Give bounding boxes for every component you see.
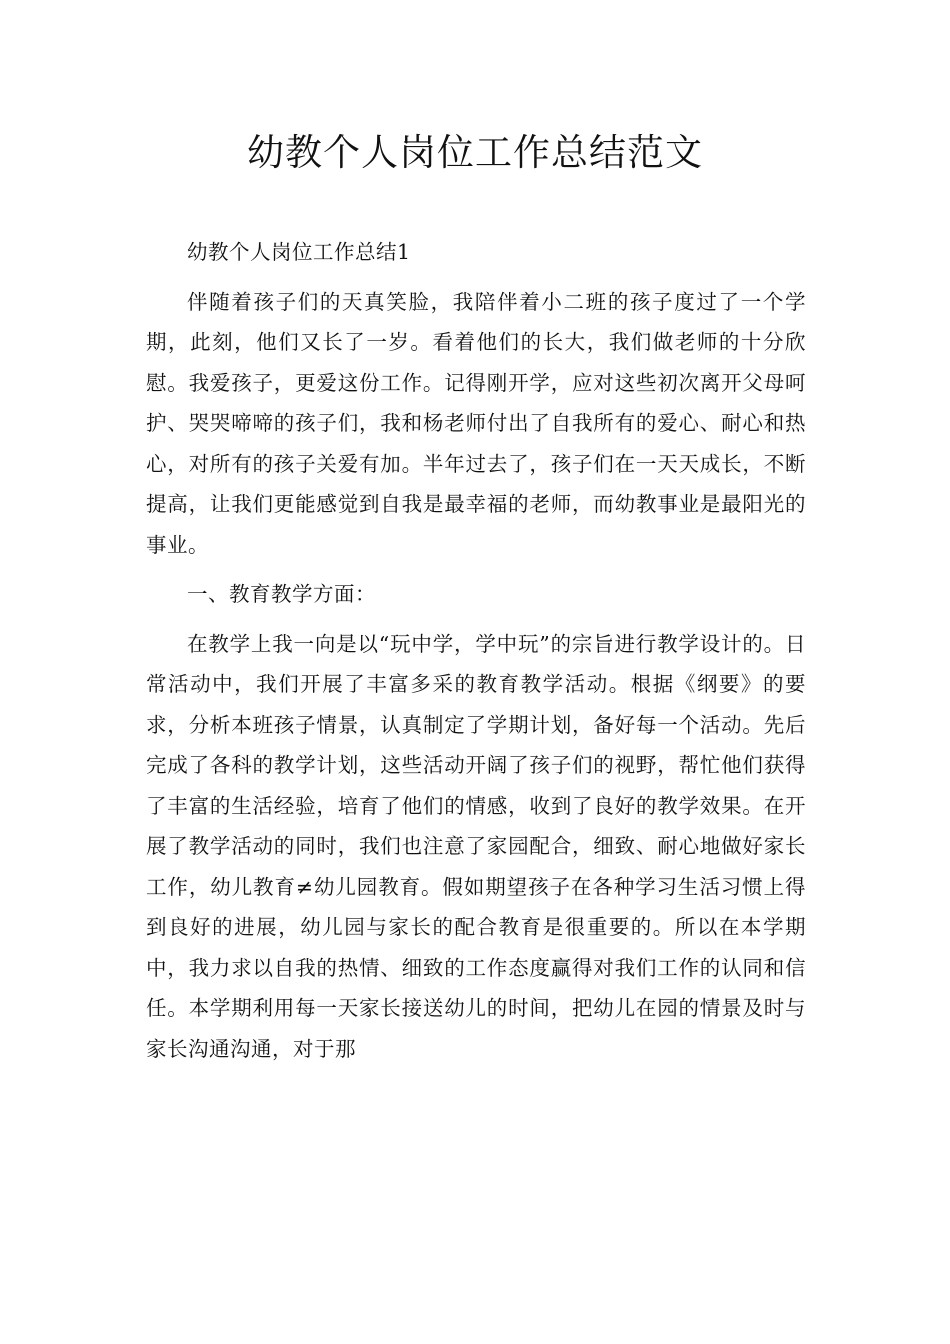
document-body (146, 232, 806, 1069)
section-subtitle: 幼教个人岗位工作总结1 (187, 240, 411, 264)
intro-paragraph: 伴随着孩子们的天真笑脸，我陪伴着小二班的孩子度过了一个学期，此刻，他们又长了一岁。看着他们的长大，我们做老师的十分欣慰。我爱孩子，更爱这份工作。记得刚开学，应对这些初次离开父母呵护、哭哭啼啼的孩子们，我和杨老师付出了自我所有的爱心、耐心和热心，对所有的孩子关爱有加。半年过去了，孩子们在一天天成长，不断提高，让我们更能感觉到自我是最幸福的老师，而幼教事业是最阳光的事业。 (146, 289, 806, 557)
teaching-paragraph: 在教学上我一向是以“玩中学，学中玩”的宗旨进行教学设计的。日常活动中，我们开展了丰富多采的教育教学活动。根据《纲要》的要求，分析本班孩子情景，认真制定了学期计划，备好每一个活动。先后完成了各科的教学计划，这些活动开阔了孩子们的视野，帮忙他们获得了丰富的生活经验，培育了他们的情感，收到了良好的教学效果。在开展了教学活动的同时，我们也注意了家园配合，细致、耐心地做好家长工作，幼儿教育≠幼儿园教育。假如期望孩子在各种学习生活习惯上得到良好的进展，幼儿园与家长的配合教育是很重要的。所以在本学期中，我力求以自我的热情、细致的工作态度赢得对我们工作的认同和信任。本学期利用每一天家长接送幼儿的时间，把幼儿在园的情景及时与家长沟通沟通，对于那 (146, 631, 806, 1061)
document-title: 幼教个人岗位工作总结范文 (247, 131, 703, 174)
section-heading-teaching: 一、教育教学方面： (187, 582, 376, 606)
